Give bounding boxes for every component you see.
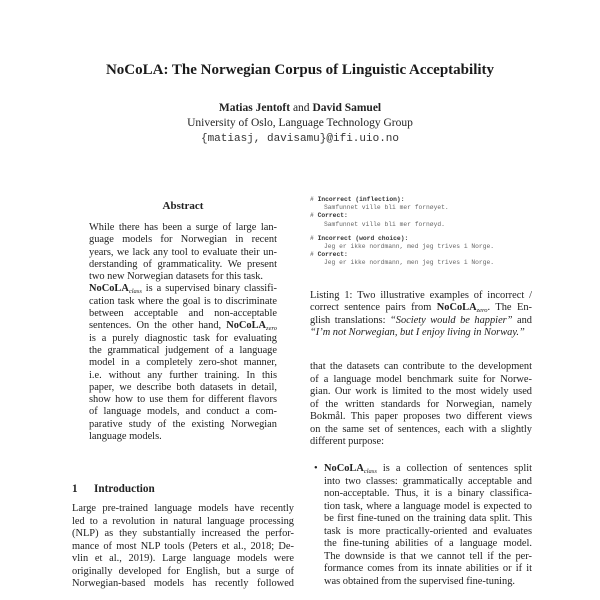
code-listing xyxy=(310,196,540,268)
text-line: vlin et al., 2019). Large language models were xyxy=(72,553,294,564)
listing-label xyxy=(310,251,540,259)
text-line: parative study of the existing Norwegian xyxy=(89,418,277,430)
text-line: of language models, and conduct a com- xyxy=(89,406,277,418)
listing-sentence: Samfunnet ville bli mer fornøyet. xyxy=(324,204,449,212)
text-line: The downside is that we cannot tell if the per- xyxy=(324,550,532,562)
affiliation: University of Oslo, Language Technology Group xyxy=(187,117,413,129)
text-line: task is more practically-oriented and evaluates xyxy=(324,525,532,537)
listing-sentence: Jeg er ikke nordmann, men jeg trives i Norge. xyxy=(324,259,495,267)
text-line: model in a completely zero-shot manner, xyxy=(89,357,277,369)
text-line: While there has been a surge of large lan- xyxy=(89,222,277,233)
listing-sentence: Jeg er ikke nordmann, med jeg trives i Norge. xyxy=(324,243,495,251)
text-line: originally developed for English, but a surge of xyxy=(72,565,294,577)
text-line: that the datasets can contribute to the development xyxy=(310,361,532,372)
listing-label xyxy=(310,212,540,220)
author-email: {matiasj, davisamu}@ifi.uio.no xyxy=(200,133,400,145)
text-line: between acceptable and non-acceptable xyxy=(89,308,277,320)
hash-marker: # xyxy=(310,234,314,242)
label-text: Incorrect (inflection): xyxy=(317,196,405,203)
author-name: David Samuel xyxy=(312,102,382,114)
text-line: different purpose: xyxy=(310,436,384,447)
hash-marker: # xyxy=(310,212,314,220)
text-line xyxy=(89,320,277,332)
label-text: Correct: xyxy=(317,251,348,259)
dataset-subscript: class xyxy=(128,288,142,296)
section-heading xyxy=(72,483,155,495)
text-line: into two classes: grammatically acceptable and xyxy=(324,475,532,487)
text-line: tion task, where a language model is expected to xyxy=(324,500,532,512)
text-line: two new Norwegian datasets for this task. xyxy=(89,271,264,283)
listing-caption xyxy=(310,290,532,340)
text-line: Large pre-trained language models have recently xyxy=(72,503,294,514)
abstract-body xyxy=(89,222,277,443)
text-fragment: is a collection of sentences split xyxy=(376,463,532,474)
label-text: Incorrect (word choice): xyxy=(317,234,409,242)
text-line: guage models for Norwegian in recent xyxy=(89,234,277,246)
text-line: (NLP) as they substantially increased the perfor- xyxy=(72,528,294,539)
bullet-icon: • xyxy=(314,463,318,474)
text-line: non-acceptable. Thus, it is a binary classifica- xyxy=(324,488,532,499)
text-line xyxy=(310,315,532,327)
dataset-subscript: class xyxy=(363,468,377,475)
text-line: Bokmål. This paper proposes two different views xyxy=(310,411,532,422)
section-title: Introduction xyxy=(94,483,155,495)
author-conjunction: and xyxy=(292,102,310,114)
text-line: led to a revolution in natural language processing xyxy=(72,515,294,527)
text-line: years, we lack any tool to evaluate their un- xyxy=(89,246,277,258)
label-text: Correct: xyxy=(317,212,348,220)
paper-title: NoCoLA: The Norwegian Corpus of Linguistic Acceptability xyxy=(105,62,495,78)
text-fragment: sentences. On the other hand, xyxy=(89,320,227,332)
translation-quote: “Society would be happier” xyxy=(389,314,513,326)
text-line: is a purely diagnostic task for evaluating xyxy=(89,332,277,344)
text-fragment: glish translations: xyxy=(310,314,390,326)
text-line xyxy=(324,463,532,476)
dataset-subscript: zero xyxy=(476,307,488,315)
author-line xyxy=(0,102,600,114)
dataset-name: NoCoLA xyxy=(324,463,364,474)
text-line: cation task where the goal is to discriminate xyxy=(89,295,277,307)
text-line xyxy=(310,302,532,314)
text-fragment: . The En- xyxy=(487,302,532,314)
text-line: show how to use them for different flavors xyxy=(89,394,277,406)
text-line: the grammatical judgement of a language xyxy=(89,344,277,356)
text-line: was obtained from the supervised fine-tuning. xyxy=(324,575,516,587)
section-number: 1 xyxy=(72,483,78,495)
hash-marker: # xyxy=(310,251,314,259)
text-line: Listing 1: Two illustrative examples of incorrect / xyxy=(310,290,532,301)
dataset-name: NoCoLA xyxy=(226,320,267,332)
text-line: the fine-tuning abilities of a language model. xyxy=(324,538,532,549)
text-fragment: is a supervised binary classifi- xyxy=(141,283,277,295)
listing-sentence: Samfunnet ville bli mer fornøyd. xyxy=(324,220,445,228)
author-name: Matias Jentoft xyxy=(218,102,291,114)
bullet-text xyxy=(324,463,532,588)
text-line: be first fine-tuned on the training data split. This xyxy=(324,513,532,524)
text-line: i.e. without any further training. In this xyxy=(89,369,277,381)
text-line: on the same set of sentences, each with a slightly xyxy=(310,423,532,435)
text-line: gian. Our work is limited to the most widely used xyxy=(310,386,532,397)
text-line: of a language model benchmark suite for Norwe- xyxy=(310,373,532,385)
text-line: of the written standards for Norwegian, namely xyxy=(310,398,532,410)
text-fragment: and xyxy=(512,314,532,326)
translation-quote: “I’m not Norwegian, but I enjoy living in Norway.” xyxy=(310,327,525,339)
bullet-item-nocola-class xyxy=(310,463,532,588)
right-column-body xyxy=(310,361,532,449)
text-line: language models. xyxy=(89,431,162,443)
listing-label xyxy=(310,196,540,204)
text-fragment: correct sentence pairs from xyxy=(310,302,437,314)
dataset-name: NoCoLA xyxy=(89,283,129,295)
text-line xyxy=(310,327,532,339)
dataset-name: NoCoLA xyxy=(436,302,477,314)
text-line: formance comes from its innate abilities or if it xyxy=(324,563,532,574)
text-line: paper, we describe both datasets in detail, xyxy=(89,381,277,393)
text-line: mance of most NLP tools (Peters et al., 2018; De- xyxy=(72,540,294,552)
introduction-body xyxy=(72,503,294,591)
listing-label xyxy=(310,235,540,243)
hash-marker: # xyxy=(310,196,314,203)
text-line: derstanding of grammaticality. We present xyxy=(89,258,277,270)
abstract-heading: Abstract xyxy=(162,200,204,212)
text-line: Norwegian-based models has recently followed xyxy=(72,578,294,589)
text-line xyxy=(89,283,277,295)
dataset-subscript: zero xyxy=(266,325,277,333)
